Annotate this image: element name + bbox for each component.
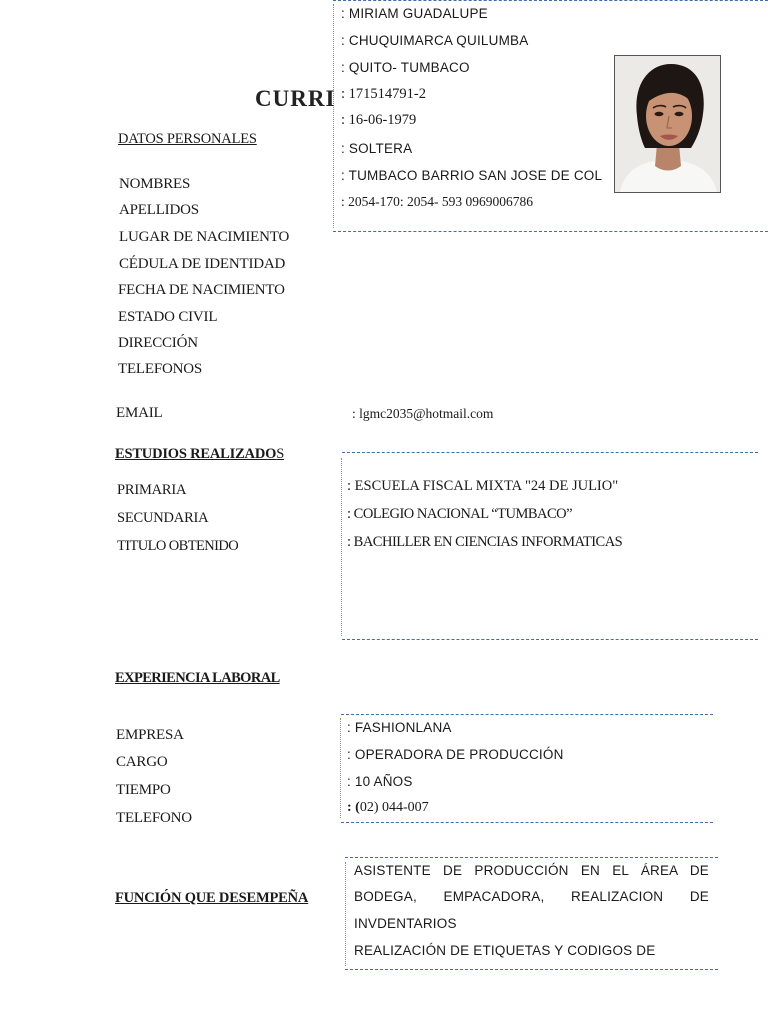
- function-line-1: ASISTENTE DE PRODUCCIÓN EN EL ÁREA DE: [354, 863, 709, 878]
- value-cedula: : 171514791-2: [341, 86, 426, 102]
- label-titulo-obtenido: TITULO OBTENIDO: [117, 538, 239, 554]
- label-apellidos: APELLIDOS: [119, 202, 199, 218]
- label-tiempo: TIEMPO: [116, 782, 171, 798]
- frame-left-edge-functions: [345, 862, 346, 966]
- frame-top-line-personal: [333, 0, 768, 1]
- value-direccion: : TUMBACO BARRIO SAN JOSE DE COL: [341, 168, 603, 183]
- value-telefonos: : 2054-170: 2054- 593 0969006786: [341, 194, 533, 209]
- label-telefono: TELEFONO: [116, 810, 192, 826]
- function-line-4: REALIZACIÓN DE ETIQUETAS Y CODIGOS DE: [354, 943, 656, 958]
- frame-top-line-functions: [345, 857, 718, 858]
- value-fecha-nacimiento: : 16-06-1979: [341, 112, 417, 128]
- frame-bottom-line-studies: [342, 639, 758, 640]
- frame-bottom-line-work: [341, 822, 713, 823]
- section-heading-personal: DATOS PERSONALES: [118, 131, 257, 147]
- value-empresa: : FASHIONLANA: [347, 720, 452, 735]
- label-cargo: CARGO: [116, 754, 168, 770]
- frame-left-edge-personal: [333, 4, 334, 228]
- value-email[interactable]: : lgmc2035@hotmail.com: [352, 406, 494, 421]
- label-cedula: CÉDULA DE IDENTIDAD: [119, 256, 286, 272]
- label-nombres: NOMBRES: [119, 176, 191, 192]
- section-heading-work: EXPERIENCIA LABORAL: [115, 670, 280, 686]
- label-fecha-nacimiento: FECHA DE NACIMIENTO: [118, 282, 285, 298]
- frame-bottom-line-personal: [333, 231, 768, 232]
- frame-left-edge-work: [340, 718, 341, 818]
- value-estado-civil: : SOLTERA: [341, 141, 413, 156]
- function-line-2: BODEGA, EMPACADORA, REALIZACION DE: [354, 889, 709, 904]
- frame-left-edge-studies: [341, 458, 342, 636]
- value-nombres: : MIRIAM GUADALUPE: [341, 6, 488, 21]
- frame-top-line-studies: [342, 452, 758, 453]
- label-empresa: EMPRESA: [116, 727, 184, 743]
- value-telefono-number: 02) 044-007: [359, 800, 429, 815]
- value-primaria: : ESCUELA FISCAL MIXTA "24 DE JULIO": [347, 478, 619, 494]
- document-title: CURRI: [255, 86, 336, 111]
- section-heading-studies: [115, 446, 284, 463]
- value-titulo-obtenido: : BACHILLER EN CIENCIAS INFORMATICAS: [347, 534, 623, 550]
- profile-photo: [614, 55, 721, 193]
- label-telefonos: TELEFONOS: [118, 361, 203, 377]
- section-heading-studies-tail: S: [276, 446, 285, 462]
- label-email: EMAIL: [116, 405, 163, 421]
- label-estado-civil: ESTADO CIVIL: [118, 309, 218, 325]
- label-direccion: DIRECCIÓN: [118, 335, 198, 351]
- section-heading-studies-main: ESTUDIOS REALIZADO: [115, 446, 277, 462]
- label-primaria: PRIMARIA: [117, 482, 187, 498]
- value-telefono-prefix: : (: [347, 800, 360, 815]
- frame-top-line-work: [341, 714, 713, 715]
- value-tiempo: : 10 AÑOS: [347, 774, 413, 789]
- value-telefono: [347, 800, 429, 816]
- value-apellidos: : CHUQUIMARCA QUILUMBA: [341, 33, 529, 48]
- section-heading-functions: FUNCIÓN QUE DESEMPEÑA: [115, 890, 309, 906]
- function-line-3: INVDENTARIOS: [354, 916, 457, 931]
- value-lugar-nacimiento: : QUITO- TUMBACO: [341, 60, 470, 75]
- label-lugar-nacimiento: LUGAR DE NACIMIENTO: [119, 229, 290, 245]
- value-cargo: : OPERADORA DE PRODUCCIÓN: [347, 747, 564, 762]
- value-secundaria: : COLEGIO NACIONAL “TUMBACO”: [347, 506, 573, 522]
- frame-bottom-line-functions: [345, 969, 718, 970]
- profile-photo-portrait: [615, 56, 720, 192]
- label-secundaria: SECUNDARIA: [117, 510, 209, 526]
